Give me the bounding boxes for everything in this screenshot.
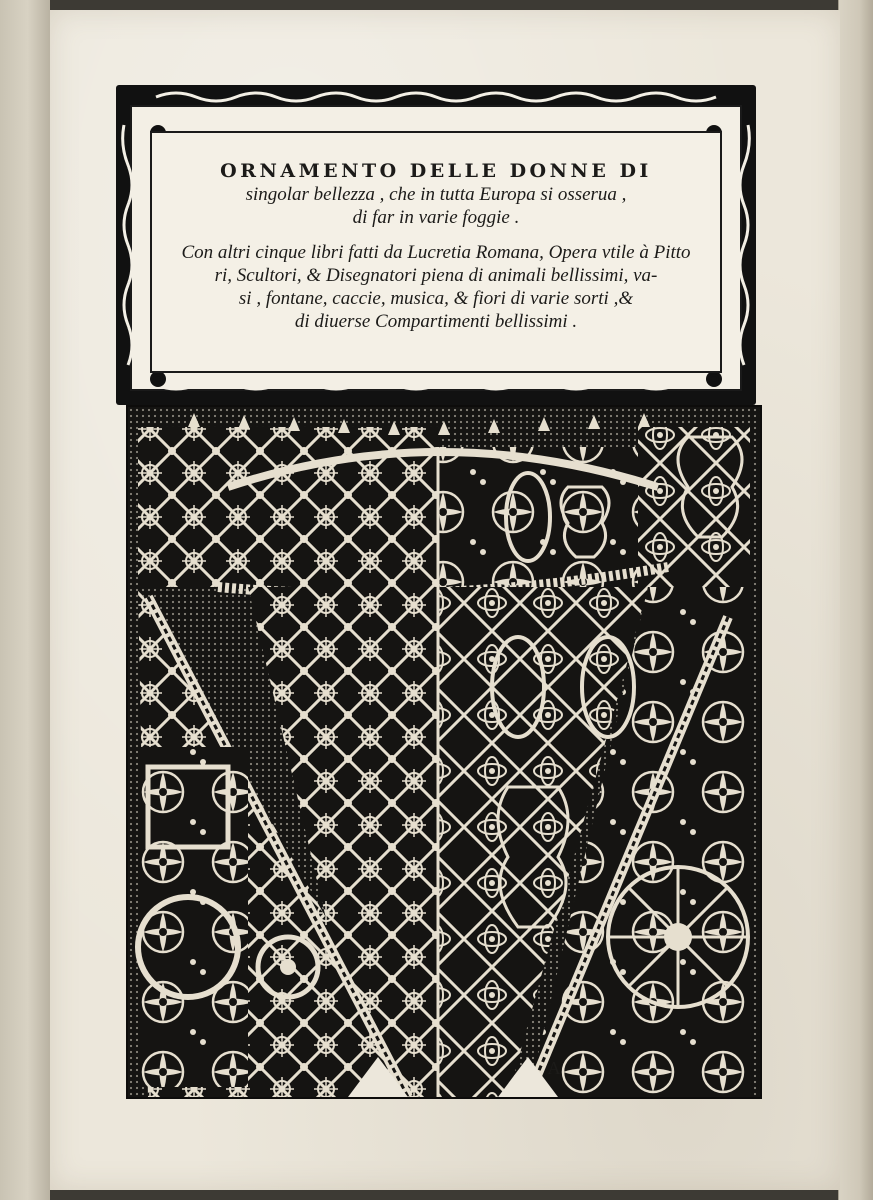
- title-line-2: singolar bellezza , che in tutta Europa si osserua ,: [245, 184, 627, 205]
- signature-mark: A: [547, 1058, 561, 1078]
- lace-pattern-woodcut: [126, 405, 762, 1099]
- subtitle-line-4: di diuerse Compartimenti bellissimi .: [294, 311, 578, 332]
- woodcut-title-frame: [116, 85, 756, 405]
- subtitle-line-1: Con altri cinque libri fatti da Lucretia Romana, Opera vtile à Pitto: [181, 242, 691, 263]
- subtitle-line-3: si , fontane, caccie, musica, & fiori di varie sorti ,&: [238, 288, 634, 309]
- book-binding-right: [838, 0, 873, 1200]
- subtitle-line-2: ri, Scultori, & Disegnatori piena di animali bellissimi, va-: [214, 265, 658, 286]
- lace-pattern-illustration: [128, 407, 760, 1097]
- title-cartouche: [150, 131, 722, 373]
- book-binding-left: [0, 0, 50, 1200]
- title-line-3: di far in varie foggie .: [352, 207, 520, 228]
- title-page: [50, 10, 840, 1190]
- title-line-1: ORNAMENTO DELLE DONNE DI: [220, 160, 652, 182]
